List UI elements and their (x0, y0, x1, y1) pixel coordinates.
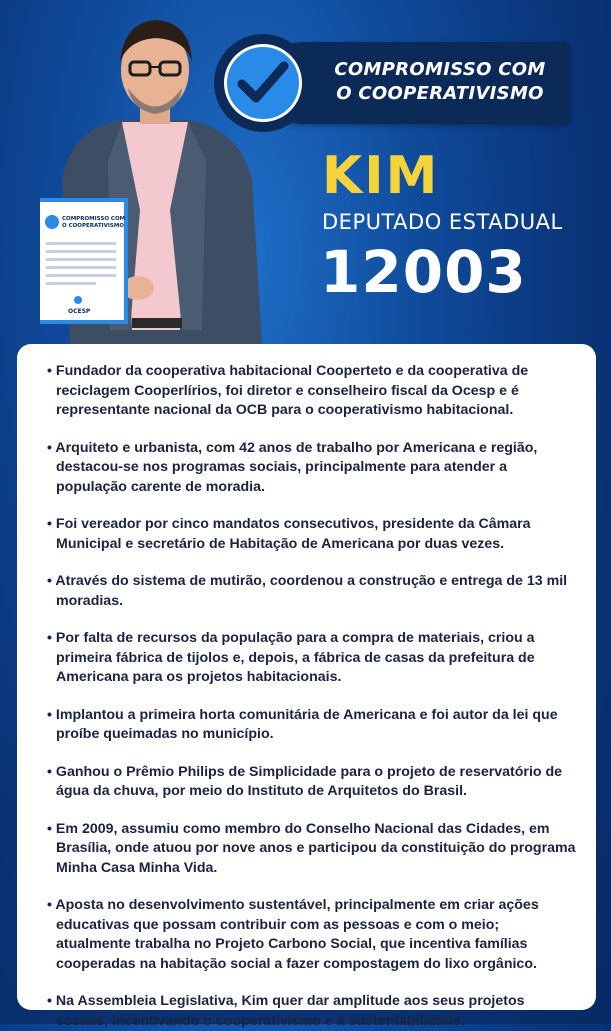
bio-item: • Em 2009, assumiu como membro do Conselho Nacional das Cidades, em Brasília, onde atuou por nove anos e participou da constituição do programa Minha Casa Minha Vida. (56, 820, 576, 879)
candidate-number: 12003 (320, 238, 527, 306)
candidate-name: KIM (322, 146, 440, 206)
document-logo: OCESP (68, 308, 91, 315)
bio-item: • Foi vereador por cinco mandatos consecutivos, presidente da Câmara Municipal e secretário de Habitação de Americana por duas vezes. (56, 515, 576, 554)
bio-item: • Através do sistema de mutirão, coordenou a construção e entrega de 13 mil moradias. (56, 572, 576, 611)
bio-item: • Na Assembleia Legislativa, Kim quer dar amplitude aos seus projetos sociais, incentivando o cooperativismo e a sustentabilidade. (56, 992, 576, 1031)
bio-item: • Por falta de recursos da população para a compra de materiais, criou a primeira fábrica de tijolos e, depois, a fábrica de casas da prefeitura de Americana para os projetos habitacionais. (56, 629, 576, 688)
bio-item: • Fundador da cooperativa habitacional Cooperteto e da cooperativa de reciclagem Cooperlírios, foi diretor e conselheiro fiscal da Ocesp e é representante nacional da OCB para o cooperativismo habitacional. (56, 362, 576, 421)
bio-item: • Arquiteto e urbanista, com 42 anos de trabalho por Americana e região, destacou-se nos programas sociais, principalmente para atender a população carente de moradia. (56, 439, 576, 498)
badge-line-1: COMPROMISSO COM (334, 59, 546, 80)
bio-item: • Aposta no desenvolvimento sustentável, principalmente em criar ações educativas que possam contribuir com as pessoas e com o meio; atualmente trabalha no Projeto Carbono Social, que incentiva famílias cooperadas na habitação social a fazer compostagem do lixo orgânico. (56, 896, 576, 974)
badge-title (320, 58, 560, 106)
badge-line-2: O COOPERATIVISMO (336, 83, 544, 104)
header-banner (0, 0, 611, 345)
document-title: COMPROMISSO COM (62, 216, 126, 222)
bio-panel (17, 344, 596, 1029)
checkmark-icon (236, 58, 290, 108)
document-title-2: O COOPERATIVISMO (62, 223, 125, 229)
bio-item: • Implantou a primeira horta comunitária de Americana e foi autor da lei que proíbe queimadas no município. (56, 706, 576, 745)
candidate-role: DEPUTADO ESTADUAL (322, 210, 563, 234)
bio-item: • Ganhou o Prêmio Philips de Simplicidade para o projeto de reservatório de água da chuva, por meio do Instituto de Arquitetos do Brasil. (56, 763, 576, 802)
